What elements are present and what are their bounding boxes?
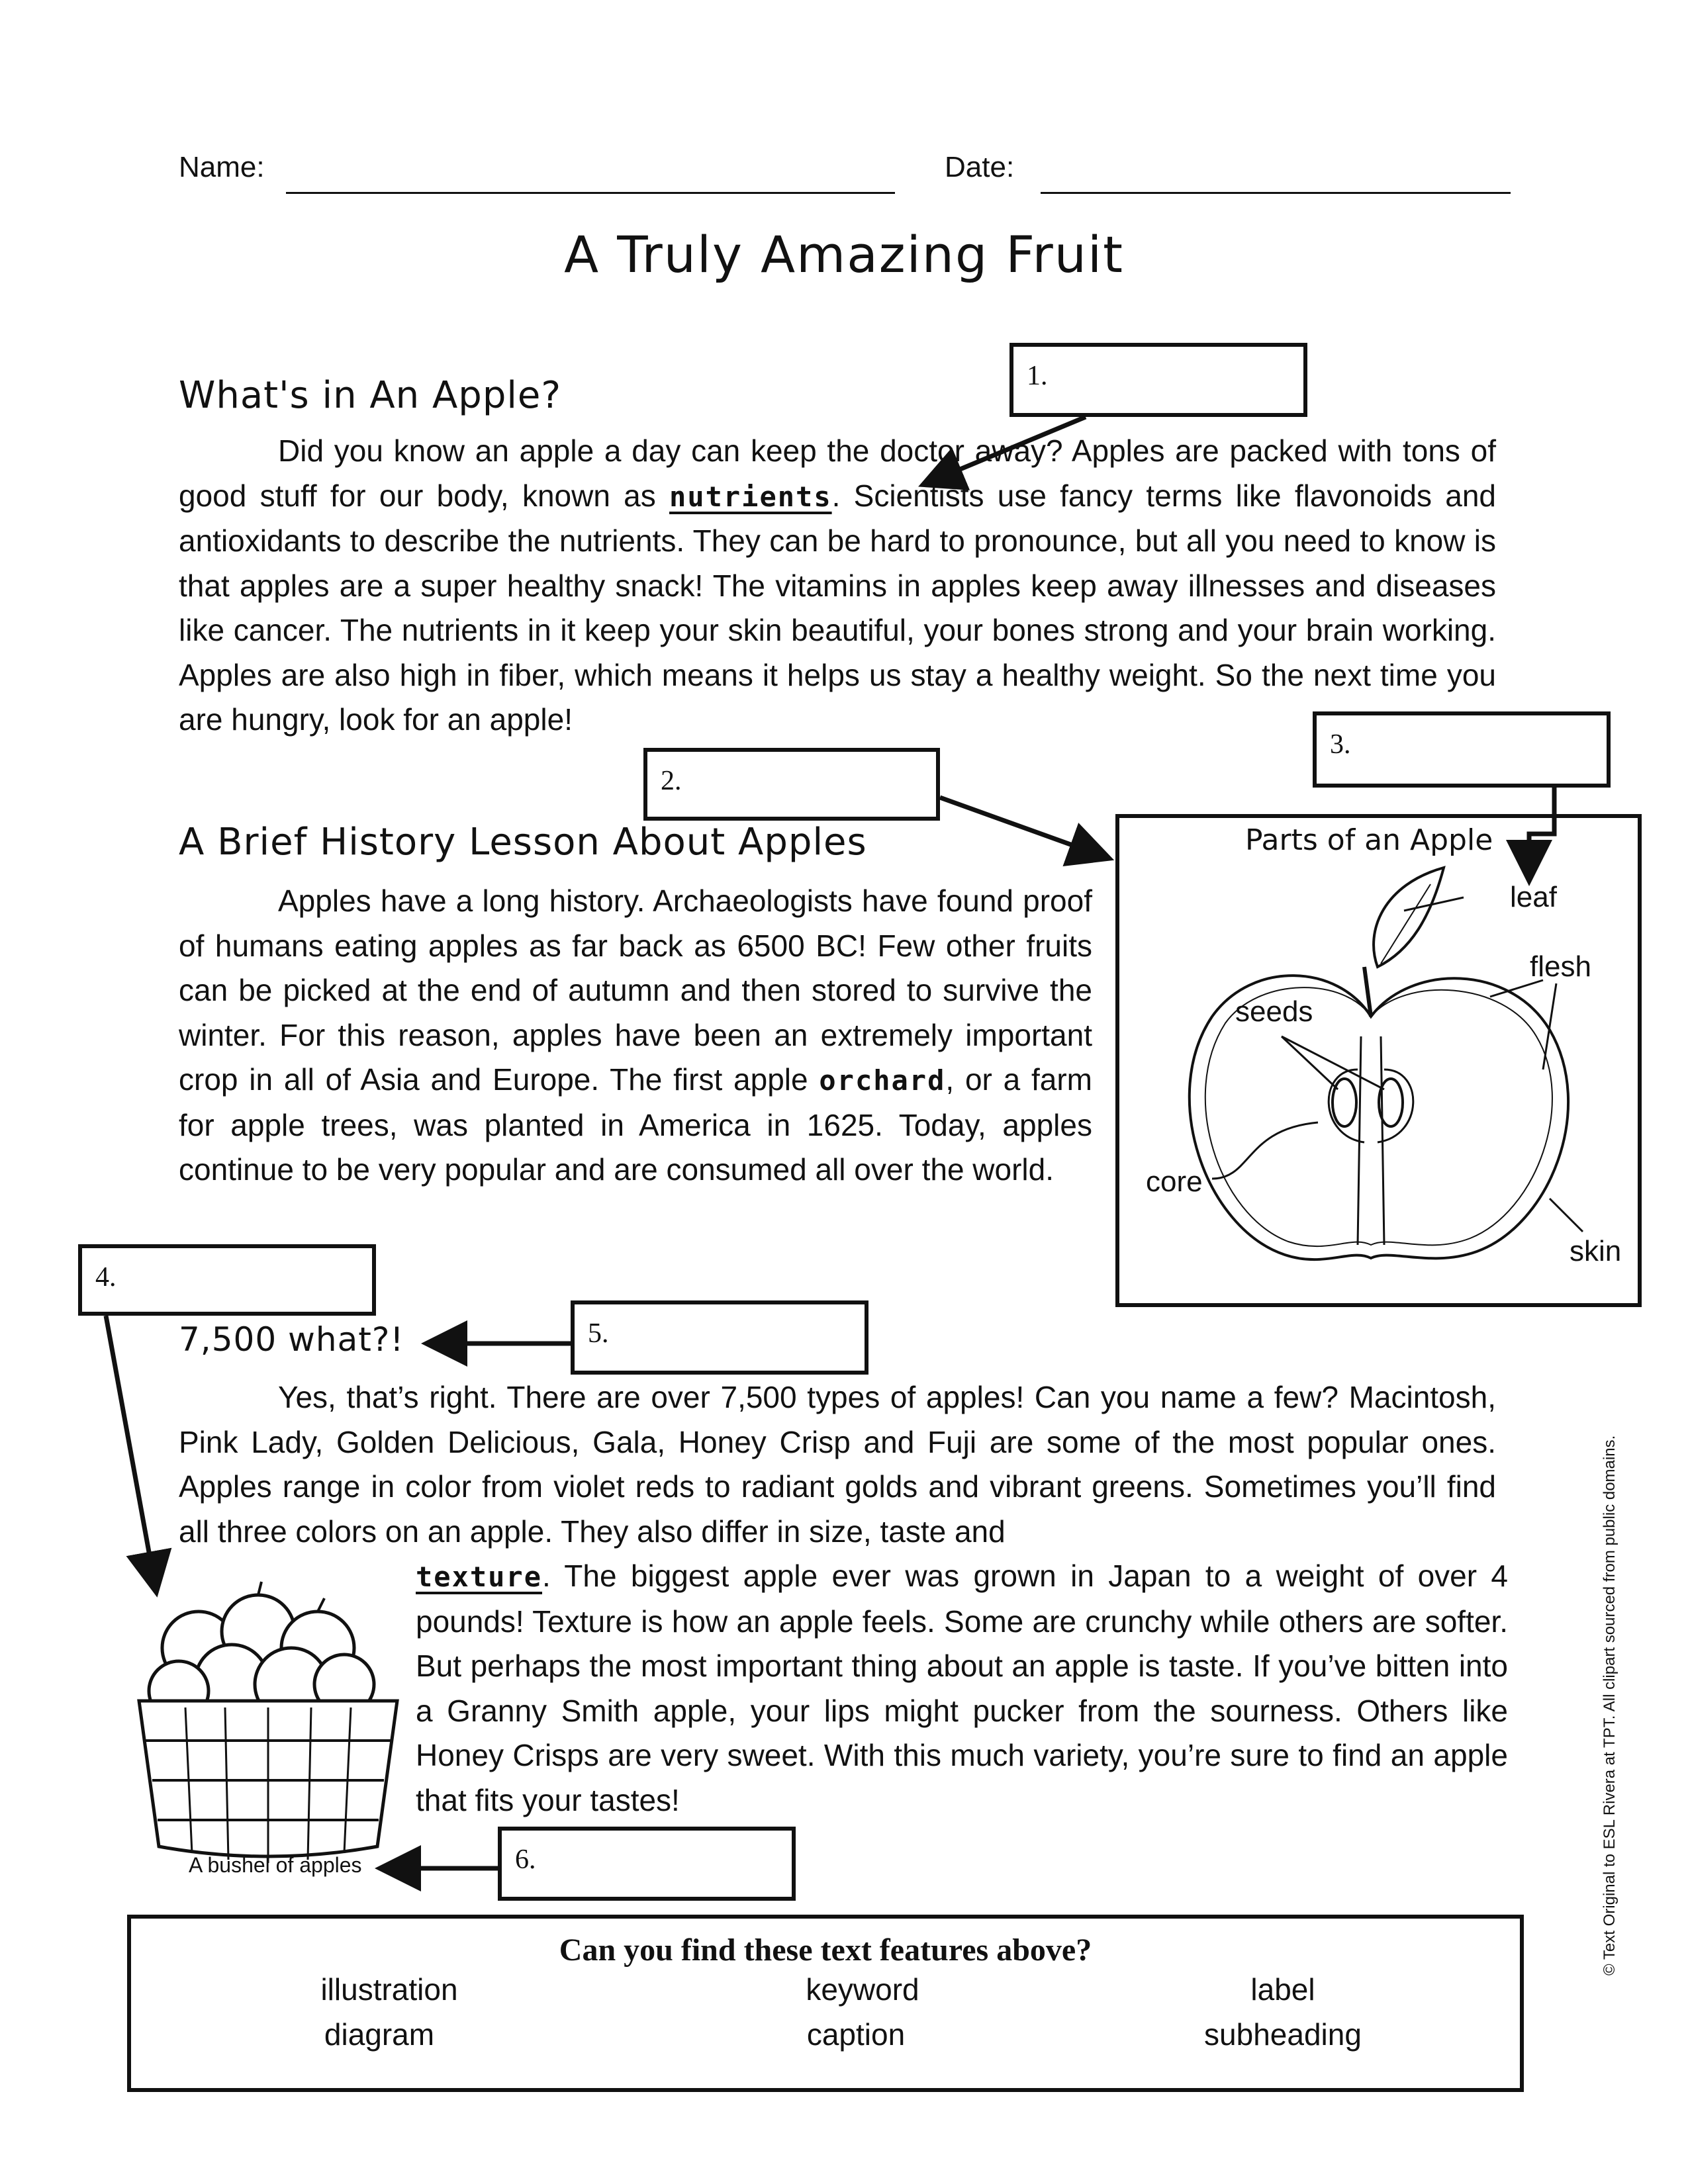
text-features-box	[127, 1915, 1524, 2092]
answer-box-2[interactable]: 2.	[643, 748, 940, 821]
feature-word-illustration: illustration	[320, 1972, 458, 2007]
diagram-label-leaf: leaf	[1510, 881, 1557, 913]
feature-word-caption: caption	[806, 2017, 906, 2052]
copyright-credit: © Text Original to ESL Rivera at TPT. All clipart sourced from public domains.	[1601, 1435, 1618, 1976]
caption-bushel-of-apples: A bushel of apples	[189, 1853, 362, 1877]
arrow-4	[106, 1316, 156, 1588]
feature-word-label: label	[1250, 1972, 1315, 2007]
keyword-orchard: orchard	[819, 1064, 946, 1097]
answer-box-6[interactable]: 6.	[498, 1827, 796, 1901]
paragraph-text: . The biggest apple ever was grown in Japan to a weight of over 4 pounds! Texture is how an apple feels. Some are crunchy while others are softer. But perhaps the most important thing about an apple is taste. If you’ve bitten into a Granny Smith apple, your lips might pucker from the sourness. Others like Honey Crisps are very sweet. With this much variety, you’re sure to find an apple that fits your tastes!	[416, 1559, 1508, 1817]
paragraph-text: Apples have a long history. Archaeologists have found proof of humans eating apples as far back as 6500 BC! Few other fruits can be picked at the end of autumn and then stored to survive the winter. For this reason, apples have been an extremely important crop in all of Asia and Europe. The first apple	[179, 884, 1092, 1097]
name-label: Name:	[179, 151, 265, 183]
paragraph-text: Yes, that’s right. There are over 7,500 types of apples! Can you name a few? Macintosh, Pink Lady, Golden Delicious, Gala, Honey Crisp and Fuji are some of the most popular ones. Apples range in color from violet reds to radiant golds and vibrant greens. Sometimes you’ll find all three colors on an apple. They also differ in size, taste and	[179, 1380, 1496, 1549]
keyword-nutrients: nutrients	[669, 480, 832, 513]
feature-word-diagram: diagram	[324, 2017, 435, 2052]
answer-box-4[interactable]: 4.	[78, 1244, 376, 1316]
diagram-label-seeds: seeds	[1235, 995, 1313, 1028]
feature-word-keyword: keyword	[806, 1972, 919, 2007]
subheading-whats-in-an-apple: What's in An Apple?	[179, 374, 562, 417]
feature-word-subheading: subheading	[1204, 2017, 1362, 2052]
keyword-texture: texture	[416, 1561, 543, 1593]
date-label: Date:	[945, 151, 1015, 183]
paragraph-text: . Scientists use fancy terms like flavonoids and antioxidants to describe the nutrients. They can be hard to pronounce, but all you need to know is that apples are a super healthy snack! The vitamins in apples keep away illnesses and diseases like cancer. The nutrients in it keep your skin beautiful, your bones strong and your brain working. Apples are also high in fiber, which means it helps us stay a healthy weight. So the next time you are hungry, look for an apple!	[179, 478, 1497, 737]
answer-box-1[interactable]: 1.	[1009, 343, 1307, 417]
paragraph-text: , or a farm for apple trees, was planted in America in 1625. Today, apples continue to be very popular and are consumed all over the world.	[179, 1062, 1092, 1187]
paragraph-text: Did you know an apple a day can keep the doctor away? Apples are packed with tons of good stuff for our body, known as	[179, 433, 1496, 513]
diagram-title: Parts of an Apple	[1245, 823, 1493, 857]
answer-box-5[interactable]: 5.	[571, 1300, 868, 1375]
diagram-label-flesh: flesh	[1530, 950, 1591, 983]
answer-box-3[interactable]: 3.	[1313, 711, 1611, 788]
subheading-history: A Brief History Lesson About Apples	[179, 821, 867, 864]
arrow-2	[940, 797, 1105, 857]
text-features-title: Can you find these text features above?	[559, 1933, 1092, 1968]
diagram-label-core: core	[1146, 1165, 1203, 1198]
diagram-label-skin: skin	[1570, 1235, 1622, 1267]
arrow-3	[1529, 788, 1554, 877]
subheading-7500-what: 7,500 what?!	[179, 1320, 404, 1359]
page-title: A Truly Amazing Fruit	[564, 225, 1124, 284]
arrow-1	[927, 417, 1086, 483]
